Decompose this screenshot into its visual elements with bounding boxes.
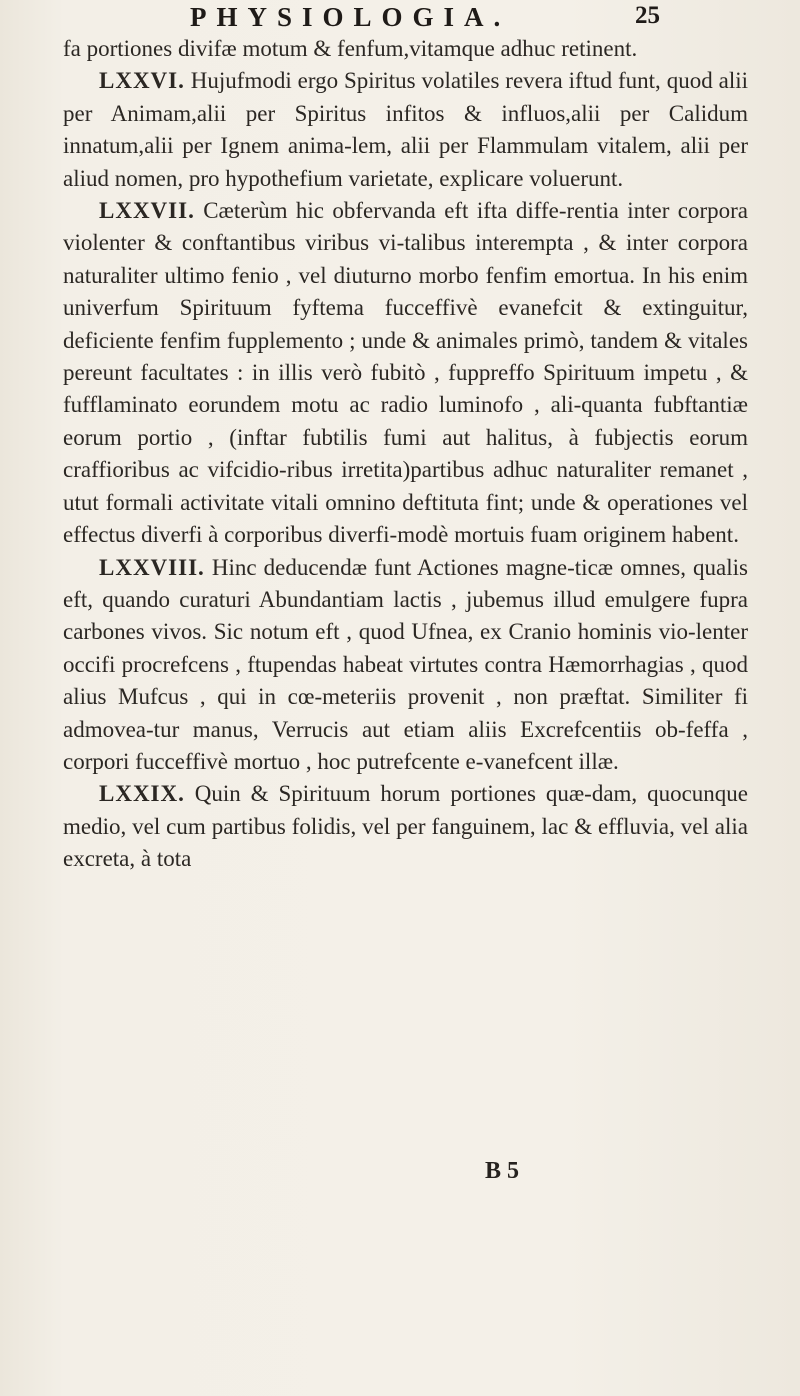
paragraph-lxxviii bbox=[63, 552, 748, 779]
running-title: PHYSIOLOGIA. bbox=[190, 2, 511, 32]
paragraph-lxxvii bbox=[63, 195, 748, 551]
page-header bbox=[180, 2, 660, 32]
section-number: LXXVIII. bbox=[99, 554, 205, 580]
paragraph-text: Hinc deducendæ funt Actiones magne-ticæ omnes, qualis eft, quando curaturi Abundantiam lactis , jubemus illud emulgere fupra carbones vivos. Sic notum eft , quod Ufnea, ex Cranio hominis vio-lenter occifi procrefcens , ftupendas habeat virtutes contra Hæmorrhagias , quod alius Mufcus , qui in cœ-meteriis provenit , non præftat. Similiter fi admovea-tur manus, Verrucis aut etiam aliis Excrefcentiis ob-feffa , corpori fucceffivè mortuo , hoc putrefcente e-vanefcent illæ. bbox=[63, 554, 748, 774]
paragraph-lxxix bbox=[63, 778, 748, 875]
paragraph-text: Cæterùm hic obfervanda eft ifta diffe-rentia inter corpora violenter & conftantibus viribus vi-talibus interempta , & inter corpora naturaliter ultimo fenio , vel diuturno morbo fenfim emortua. In his enim univerfum Spirituum fyftema fucceffivè evanefcit & extinguitur, deficiente fenfim fupplemento ; unde & animales primò, tandem & vitales pereunt facultates : in illis verò fubitò , fuppreffo Spirituum impetu , & fufflaminato eorundem motu ac radio luminofo , ali-quanta fubftantiæ eorum portio , (inftar fubtilis fumi aut halitus, à fubjectis eorum craffioribus ac vifcidio-ribus irretita)partibus adhuc naturaliter remanet , utut formali activitate vitali omnino deftituta fint; unde & operationes vel effectus diverfi à corporibus diverfi-modè mortuis fuam originem habent. bbox=[63, 198, 748, 548]
paragraph-text: Hujufmodi ergo Spiritus volatiles revera iftud funt, quod alii per Animam,alii per Spiritus infitos & influos,alii per Calidum innatum,alii per Ignem anima-lem, alii per Flammulam vitalem, alii per aliud nomen, pro hypothefium varietate, explicare voluerunt. bbox=[63, 68, 748, 191]
section-number: LXXIX. bbox=[99, 781, 185, 807]
section-number: LXXVI. bbox=[99, 68, 185, 94]
paragraph-lxxvi bbox=[63, 65, 748, 195]
body-text bbox=[63, 33, 748, 876]
paragraph-continuation bbox=[63, 33, 748, 65]
page-number: 25 bbox=[635, 2, 660, 29]
section-number: LXXVII. bbox=[99, 198, 195, 224]
paragraph-text: fa portiones divifæ motum & fenfum,vitamque adhuc retinent. bbox=[63, 36, 638, 61]
paragraph-text: Quin & Spirituum horum portiones quæ-dam, quocunque medio, vel cum partibus folidis, vel per fanguinem, lac & effluvia, vel alia excreta, à tota bbox=[63, 781, 748, 872]
catchword: B 5 bbox=[485, 1158, 520, 1184]
